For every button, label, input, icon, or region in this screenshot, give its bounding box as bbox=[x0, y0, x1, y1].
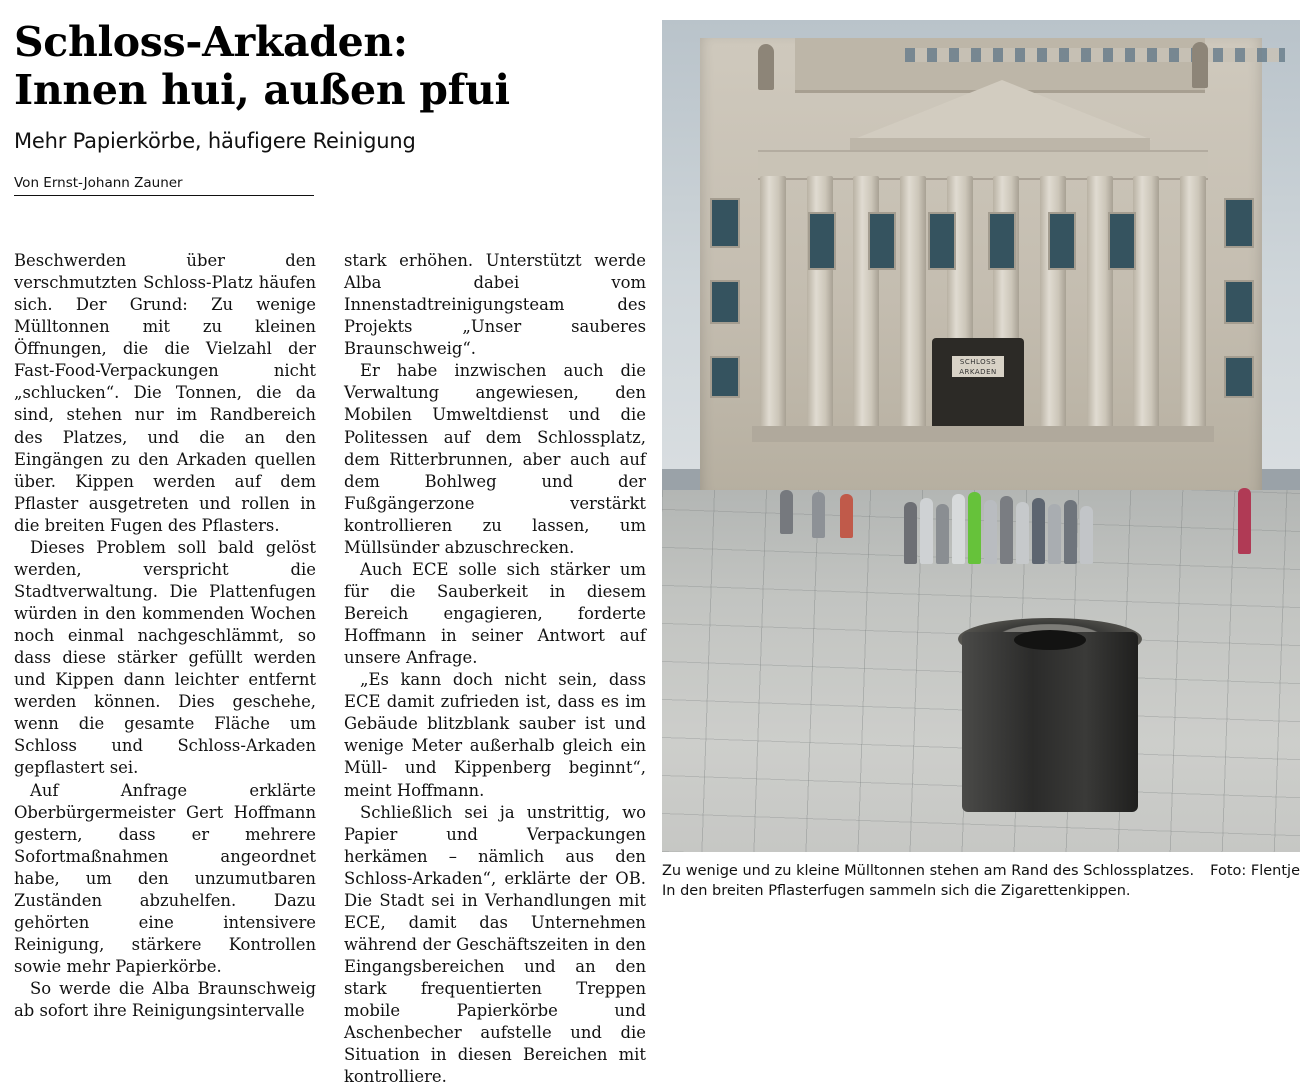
window bbox=[1224, 198, 1254, 248]
window bbox=[868, 212, 896, 270]
person bbox=[984, 500, 997, 564]
paragraph: Auf Anfrage erklärte Oberbürgermeister Gert Hoffmann gestern, dass er mehrere Sofortmaßnahmen angeordnet habe, um den unzumutbaren Zuständen abzuhelfen. Dazu gehörten eine intensivere Reinigung, stärkere Kontrollen sowie mehr Papierkörbe. bbox=[14, 780, 316, 976]
person bbox=[780, 490, 793, 534]
article-text-block bbox=[14, 18, 646, 1087]
window bbox=[1108, 212, 1136, 270]
trash-can bbox=[962, 632, 1138, 812]
caption-text: Zu wenige und zu kleine Mülltonnen stehen am Rand des Schlossplatzes. In den breiten Pflasterfugen sammeln sich die Zigarettenkippen. bbox=[662, 863, 1195, 899]
photo-block bbox=[662, 20, 1300, 908]
person bbox=[1032, 498, 1045, 564]
paragraph: Auch ECE solle sich stärker um für die Sauberkeit in diesem Bereich engagieren, forderte Hoffmann in seiner Antwort auf unsere Anfrage. bbox=[344, 559, 646, 668]
pediment-base bbox=[850, 138, 1150, 150]
page-title bbox=[14, 18, 646, 115]
headline-line-1: Schloss-Arkaden: bbox=[14, 18, 408, 66]
paragraph: stark erhöhen. Unterstützt werde Alba dabei vom Innenstadtreinigungsteam des Projekts „Unser sauberes Braunschweig“. bbox=[344, 251, 646, 359]
crowd-of-people bbox=[902, 472, 1092, 564]
person bbox=[1000, 496, 1013, 564]
window bbox=[1224, 356, 1254, 398]
stylobate bbox=[752, 426, 1214, 442]
attic-frieze bbox=[905, 48, 1285, 62]
article-subheadline: Mehr Papierkörbe, häufigere Reinigung bbox=[14, 128, 416, 153]
photo-caption bbox=[662, 862, 1300, 901]
paragraph: Er habe inzwischen auch die Verwaltung angewiesen, den Mobilen Umweltdienst und die Politessen auf dem Schlossplatz, dem Ritterbrunnen, aber auch auf dem Bohlweg und der Fußgängerzone verstärkt kontrollieren zu lassen, um Müllsünder abzuschrecken. bbox=[344, 361, 646, 557]
paragraph: „Es kann doch nicht sein, dass ECE damit zufrieden ist, dass es im Gebäude blitzblank sauber ist und wenige Meter außerhalb gleich ein Müll- und Kippenberg beginnt“, meint Hoffmann. bbox=[344, 670, 646, 800]
pediment bbox=[852, 80, 1152, 140]
byline-block bbox=[14, 175, 314, 196]
byline-divider bbox=[14, 195, 314, 196]
article-columns bbox=[14, 250, 646, 1087]
byline: Von Ernst-Johann Zauner bbox=[14, 174, 183, 191]
window bbox=[1048, 212, 1076, 270]
person bbox=[952, 494, 965, 564]
paragraph: So werde die Alba Braunschweig ab sofort ihre Reinigungsintervalle bbox=[14, 979, 316, 1021]
window bbox=[710, 280, 740, 324]
person bbox=[1080, 506, 1093, 564]
person bbox=[1048, 504, 1061, 564]
article-column-right bbox=[344, 250, 646, 1087]
schloss-arkaden-sign bbox=[952, 356, 1004, 377]
roof-statue bbox=[758, 44, 774, 90]
window bbox=[808, 212, 836, 270]
sign-line-2: ARKADEN bbox=[959, 368, 997, 376]
article-photo bbox=[662, 20, 1300, 852]
person bbox=[812, 492, 825, 538]
article-column-left bbox=[14, 250, 316, 1021]
photo-credit: Foto: Flentje bbox=[1210, 863, 1300, 879]
window bbox=[988, 212, 1016, 270]
person bbox=[1064, 500, 1077, 564]
person bbox=[1238, 488, 1251, 554]
palace-facade bbox=[700, 38, 1262, 508]
paragraph: Dieses Problem soll bald gelöst werden, verspricht die Stadtverwaltung. Die Plattenfugen würden in den kommenden Wochen noch einmal nachgeschlämmt, so dass diese stärker gefüllt werden und Kippen dann leichter entfernt werden können. Dies geschehe, wenn die gesamte Fläche um Schloss und Schloss-Arkaden gepflastert sei. bbox=[14, 537, 316, 778]
window bbox=[1224, 280, 1254, 324]
headline-line-2: Innen hui, außen pfui bbox=[14, 66, 510, 115]
window bbox=[710, 356, 740, 398]
person bbox=[968, 492, 981, 564]
paragraph: Schließlich sei ja unstrittig, wo Papier und Verpackungen herkämen – nämlich aus den Schloss-Arkaden“, erklärte der OB. Die Stadt sei in Verhandlungen mit ECE, damit das Unternehmen während der Geschäftszeiten in den Eingangsbereichen und an den stark frequentierten Treppen mobile Papierkörbe und Aschenbecher aufstelle und die Situation in diesen Bereichen mit kontrolliere. bbox=[344, 802, 646, 1087]
trash-can-opening bbox=[1014, 630, 1086, 650]
palace-entrance bbox=[932, 338, 1024, 428]
sign-line-1: SCHLOSS bbox=[959, 358, 997, 366]
window bbox=[710, 198, 740, 248]
person bbox=[936, 504, 949, 564]
person bbox=[920, 498, 933, 564]
person bbox=[1016, 502, 1029, 564]
window bbox=[928, 212, 956, 270]
person bbox=[840, 494, 853, 538]
person bbox=[904, 502, 917, 564]
roof-statue bbox=[1192, 42, 1208, 88]
paragraph: Beschwerden über den verschmutzten Schloss-Platz häufen sich. Der Grund: Zu wenige Mülltonnen mit zu kleinen Öffnungen, die die Vielzahl der Fast-Food-Verpackungen nicht „schlucken“. Die Tonnen, die da sind, stehen nur im Randbereich des Platzes, und die an den Eingängen zu den Arkaden quellen über. Kippen werden auf dem Pflaster ausgetreten und rollen in die breiten Fugen des Pflasters. bbox=[14, 251, 316, 535]
